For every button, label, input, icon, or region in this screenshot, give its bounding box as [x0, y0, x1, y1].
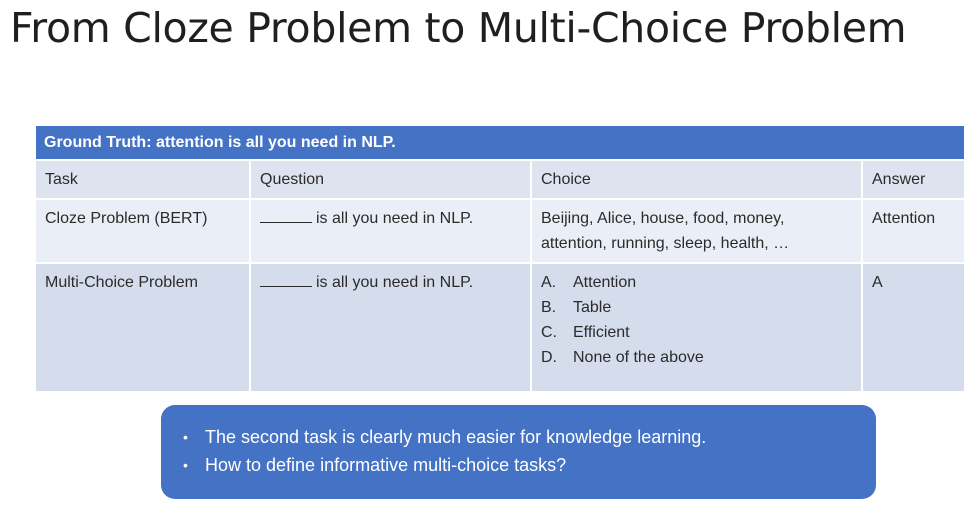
cell-answer: A — [862, 263, 964, 391]
ground-truth-row — [36, 126, 964, 160]
choice-line: attention, running, sleep, health, … — [541, 235, 790, 252]
choice-list — [541, 270, 852, 370]
question-text: is all you need in NLP. — [316, 274, 474, 291]
choice-text: None of the above — [573, 349, 704, 366]
header-question: Question — [250, 160, 531, 199]
choice-text: Attention — [573, 274, 637, 291]
cell-task: Multi-Choice Problem — [36, 263, 250, 391]
bullet-icon: • — [183, 457, 188, 473]
cell-task: Cloze Problem (BERT) — [36, 199, 250, 263]
comparison-table — [36, 126, 964, 391]
choice-item — [541, 295, 852, 320]
cell-answer: Attention — [862, 199, 964, 263]
slide-title: From Cloze Problem to Multi-Choice Problem — [10, 4, 907, 52]
header-answer: Answer — [862, 160, 964, 199]
choice-text: Table — [573, 299, 612, 316]
answer-blank — [260, 206, 312, 223]
table-row-multi-choice — [36, 263, 964, 391]
table-row-cloze — [36, 199, 964, 263]
note-text: How to define informative multi-choice tasks? — [205, 454, 567, 475]
table-header-row — [36, 160, 964, 199]
cell-question — [250, 263, 531, 391]
cell-question — [250, 199, 531, 263]
choice-letter: C. — [541, 324, 557, 341]
note-item — [183, 451, 876, 479]
choice-letter: D. — [541, 349, 557, 366]
cell-choice — [531, 263, 862, 391]
question-text: is all you need in NLP. — [316, 210, 474, 227]
choice-item — [541, 270, 852, 295]
header-choice: Choice — [531, 160, 862, 199]
choice-line: Beijing, Alice, house, food, money, — [541, 210, 785, 227]
note-text: The second task is clearly much easier for knowledge learning. — [205, 426, 707, 447]
ground-truth-label: Ground Truth: attention is all you need in NLP. — [36, 126, 964, 160]
choice-letter: A. — [541, 274, 557, 291]
header-task: Task — [36, 160, 250, 199]
choice-text: Efficient — [573, 324, 630, 341]
choice-item — [541, 320, 852, 345]
bullet-icon: • — [183, 429, 188, 445]
choice-letter: B. — [541, 299, 557, 316]
notes-callout — [161, 405, 876, 499]
choice-item — [541, 345, 852, 370]
cell-choice — [531, 199, 862, 263]
answer-blank — [260, 270, 312, 287]
note-item — [183, 423, 876, 451]
